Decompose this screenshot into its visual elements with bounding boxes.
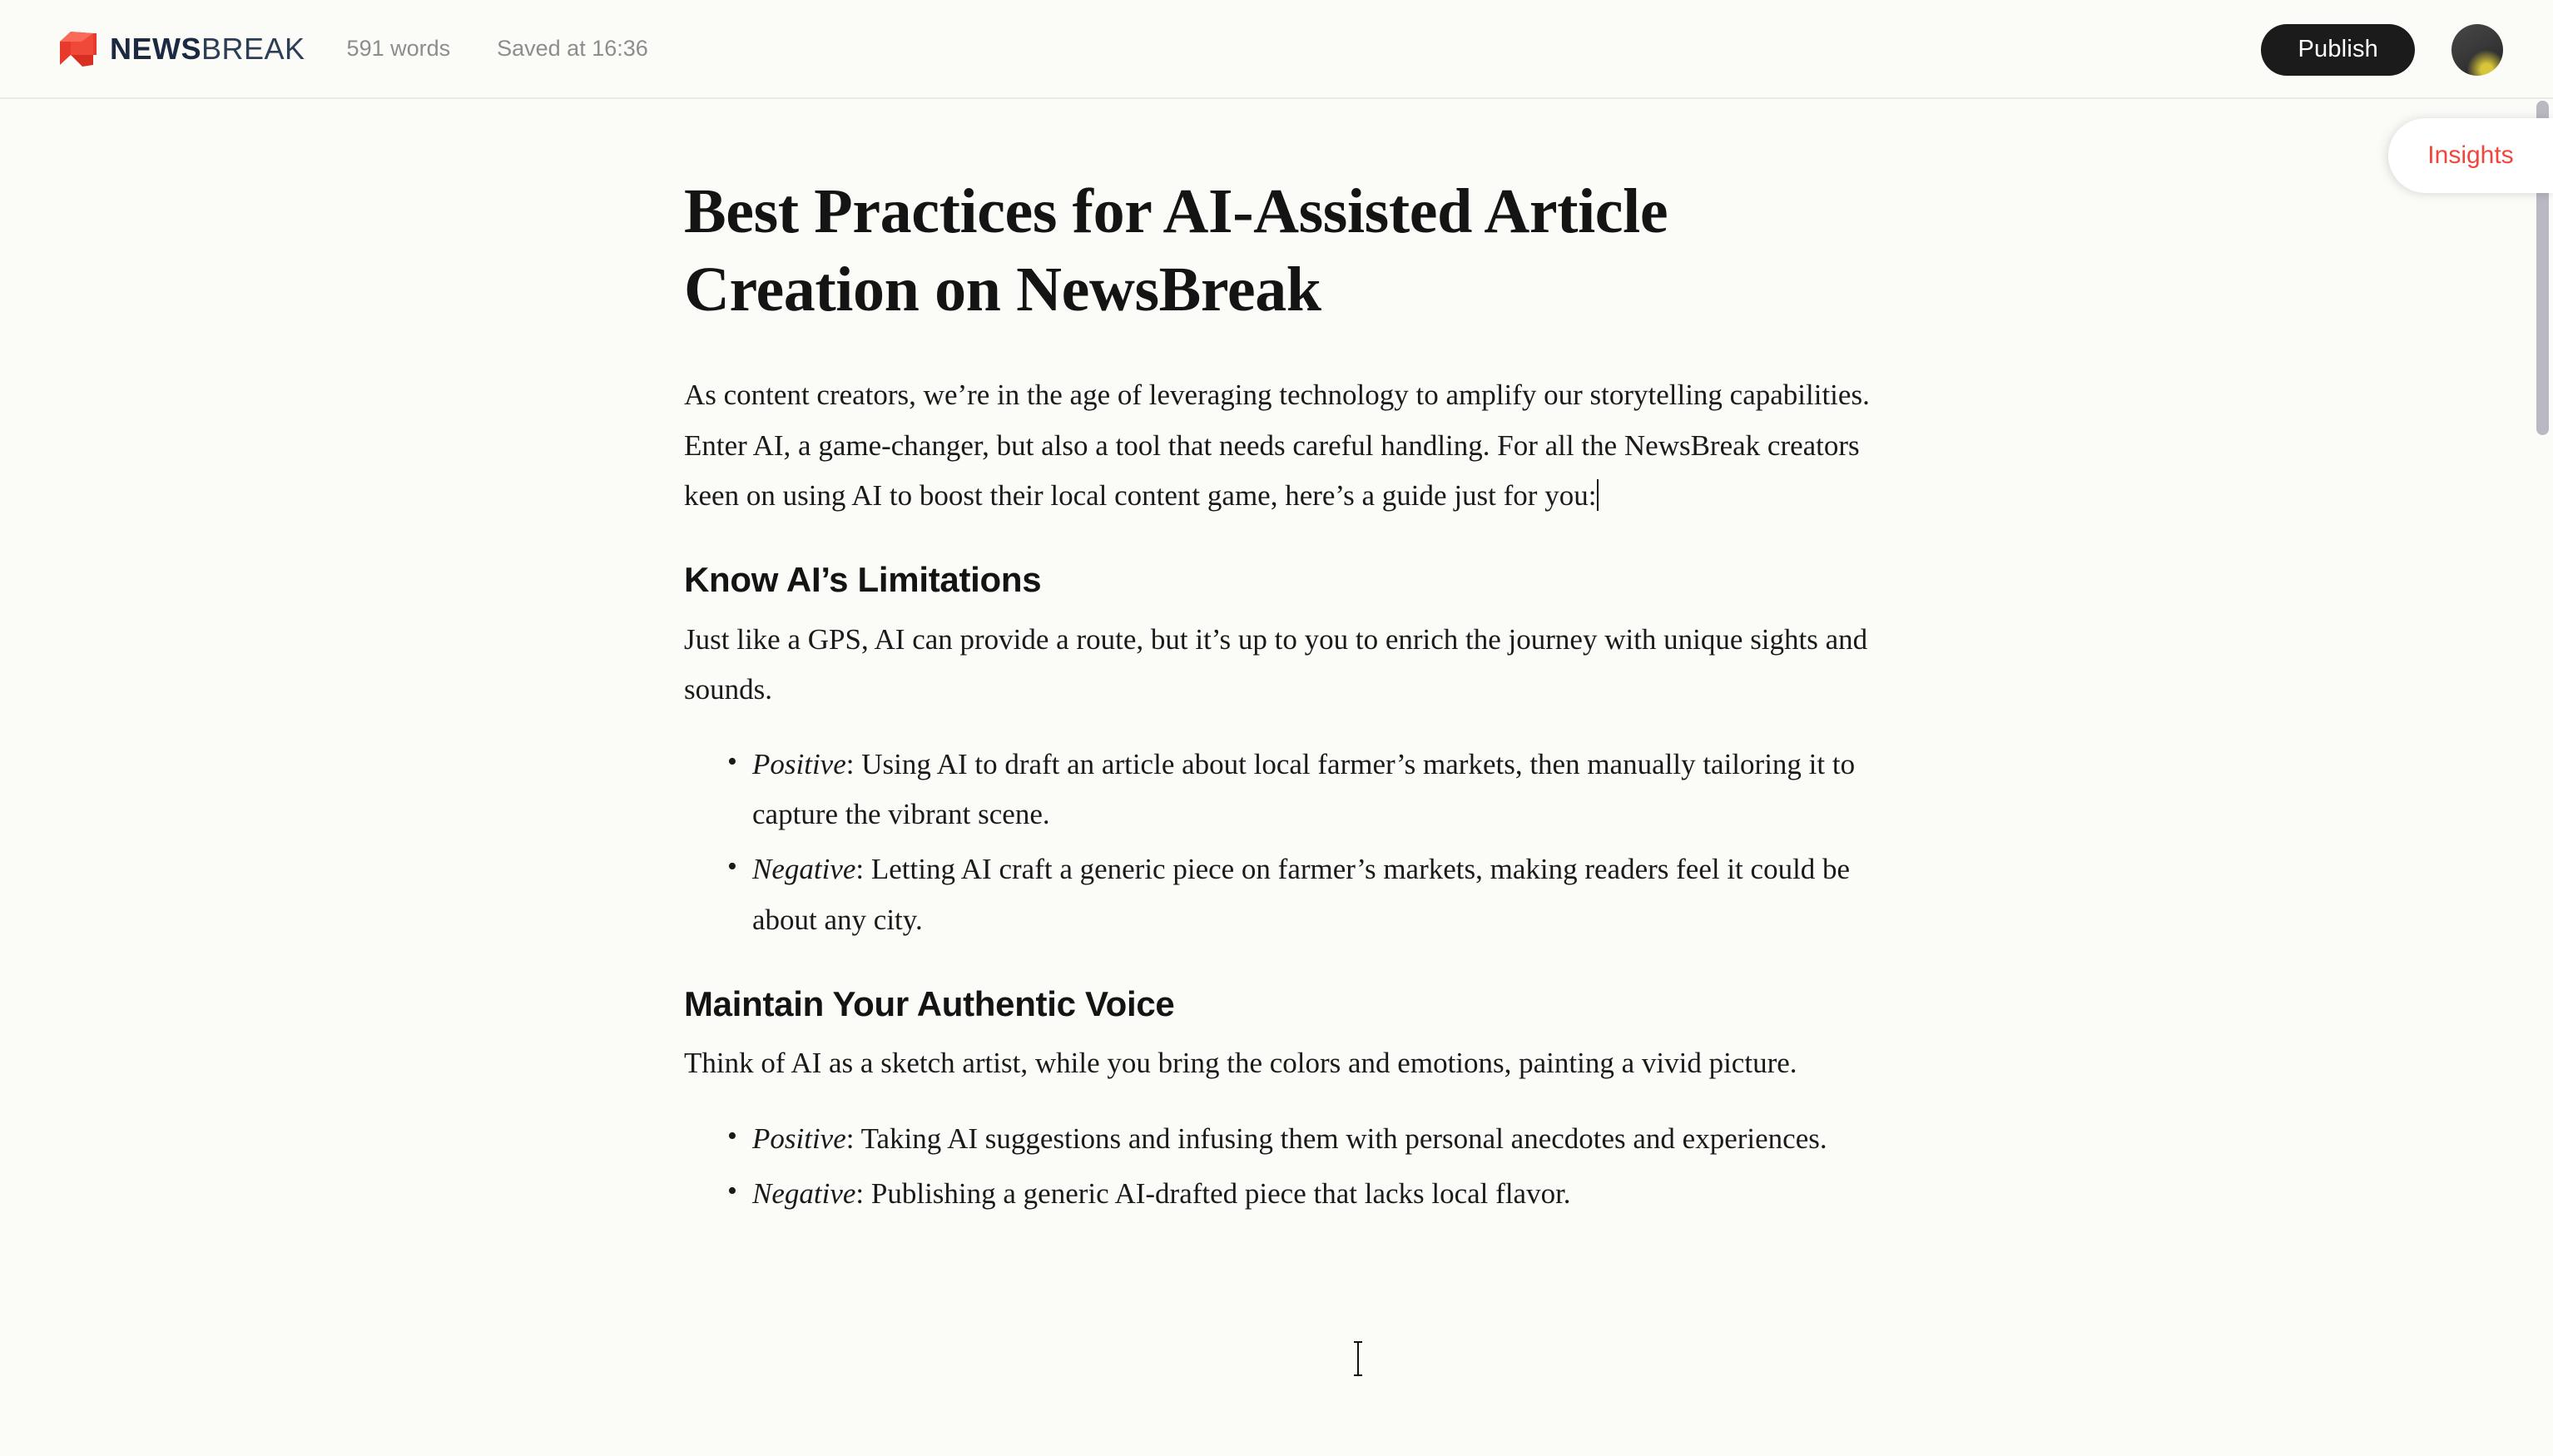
article-content[interactable] bbox=[672, 99, 1896, 1219]
list-item[interactable] bbox=[684, 740, 1896, 839]
newsbreak-logo[interactable] bbox=[57, 24, 305, 74]
save-status: Saved at 16:36 bbox=[497, 36, 648, 61]
section-heading-1[interactable]: Know AI’s Limitations bbox=[684, 560, 1042, 600]
newsbreak-n-logo-icon bbox=[57, 30, 100, 68]
bullet-text: : Publishing a generic AI-drafted piece that lacks local flavor. bbox=[855, 1176, 1571, 1210]
section-bullets-2 bbox=[672, 1114, 1896, 1219]
list-item[interactable] bbox=[684, 1114, 1896, 1164]
bullet-label: Positive bbox=[752, 748, 846, 780]
bullet-label: Negative bbox=[752, 1176, 856, 1210]
intro-paragraph[interactable] bbox=[672, 370, 1896, 521]
word-count: 591 words bbox=[346, 36, 451, 61]
section-body-2[interactable]: Think of AI as a sketch artist, while you bring the colors and emotions, painting a vivid picture. bbox=[684, 1047, 1797, 1080]
publish-button[interactable]: Publish bbox=[2261, 24, 2415, 76]
list-item[interactable] bbox=[684, 844, 1896, 944]
bullet-text: : Taking AI suggestions and infusing them with personal anecdotes and experiences. bbox=[845, 1122, 1827, 1155]
section-body-1[interactable]: Just like a GPS, AI can provide a route, but it’s up to you to enrich the journey with unique sights and sounds. bbox=[684, 622, 1868, 706]
section-heading-2[interactable]: Maintain Your Authentic Voice bbox=[684, 983, 1175, 1023]
vertical-scrollbar[interactable] bbox=[2531, 99, 2553, 1456]
document-meta bbox=[347, 24, 648, 74]
brand-word-break: BREAK bbox=[201, 31, 305, 66]
brand-word-news: NEWS bbox=[110, 31, 201, 66]
insights-panel-tab[interactable] bbox=[2388, 118, 2553, 193]
article-editor-canvas[interactable] bbox=[0, 99, 2531, 1456]
app-header bbox=[0, 0, 2553, 99]
section-bullets-1 bbox=[672, 740, 1896, 945]
bullet-label: Negative bbox=[752, 853, 856, 886]
list-item[interactable] bbox=[684, 1169, 1896, 1219]
avatar[interactable] bbox=[2451, 24, 2503, 76]
bullet-text: : Letting AI craft a generic piece on farmer’s markets, making readers feel it could be about any city. bbox=[752, 853, 1851, 936]
bullet-text: : Using AI to draft an article about local farmer’s markets, then manually tailoring it to capture the vibrant scene. bbox=[752, 748, 1856, 831]
header-actions bbox=[2261, 0, 2503, 99]
insights-tab-label: Insights bbox=[2427, 141, 2514, 169]
intro-text: As content creators, we’re in the age of leveraging technology to amplify our storytelling capabilities. Enter AI, a game-changer, but also a tool that needs careful handling. For all the NewsBreak creators keen on using AI to boost their local content game, here’s a guide just for you: bbox=[684, 379, 1870, 512]
brand-wordmark bbox=[110, 31, 305, 66]
page-title[interactable]: Best Practices for AI-Assisted Article Creation on NewsBreak bbox=[684, 176, 1668, 325]
bullet-label: Positive bbox=[752, 1122, 846, 1155]
text-caret bbox=[1597, 479, 1599, 511]
